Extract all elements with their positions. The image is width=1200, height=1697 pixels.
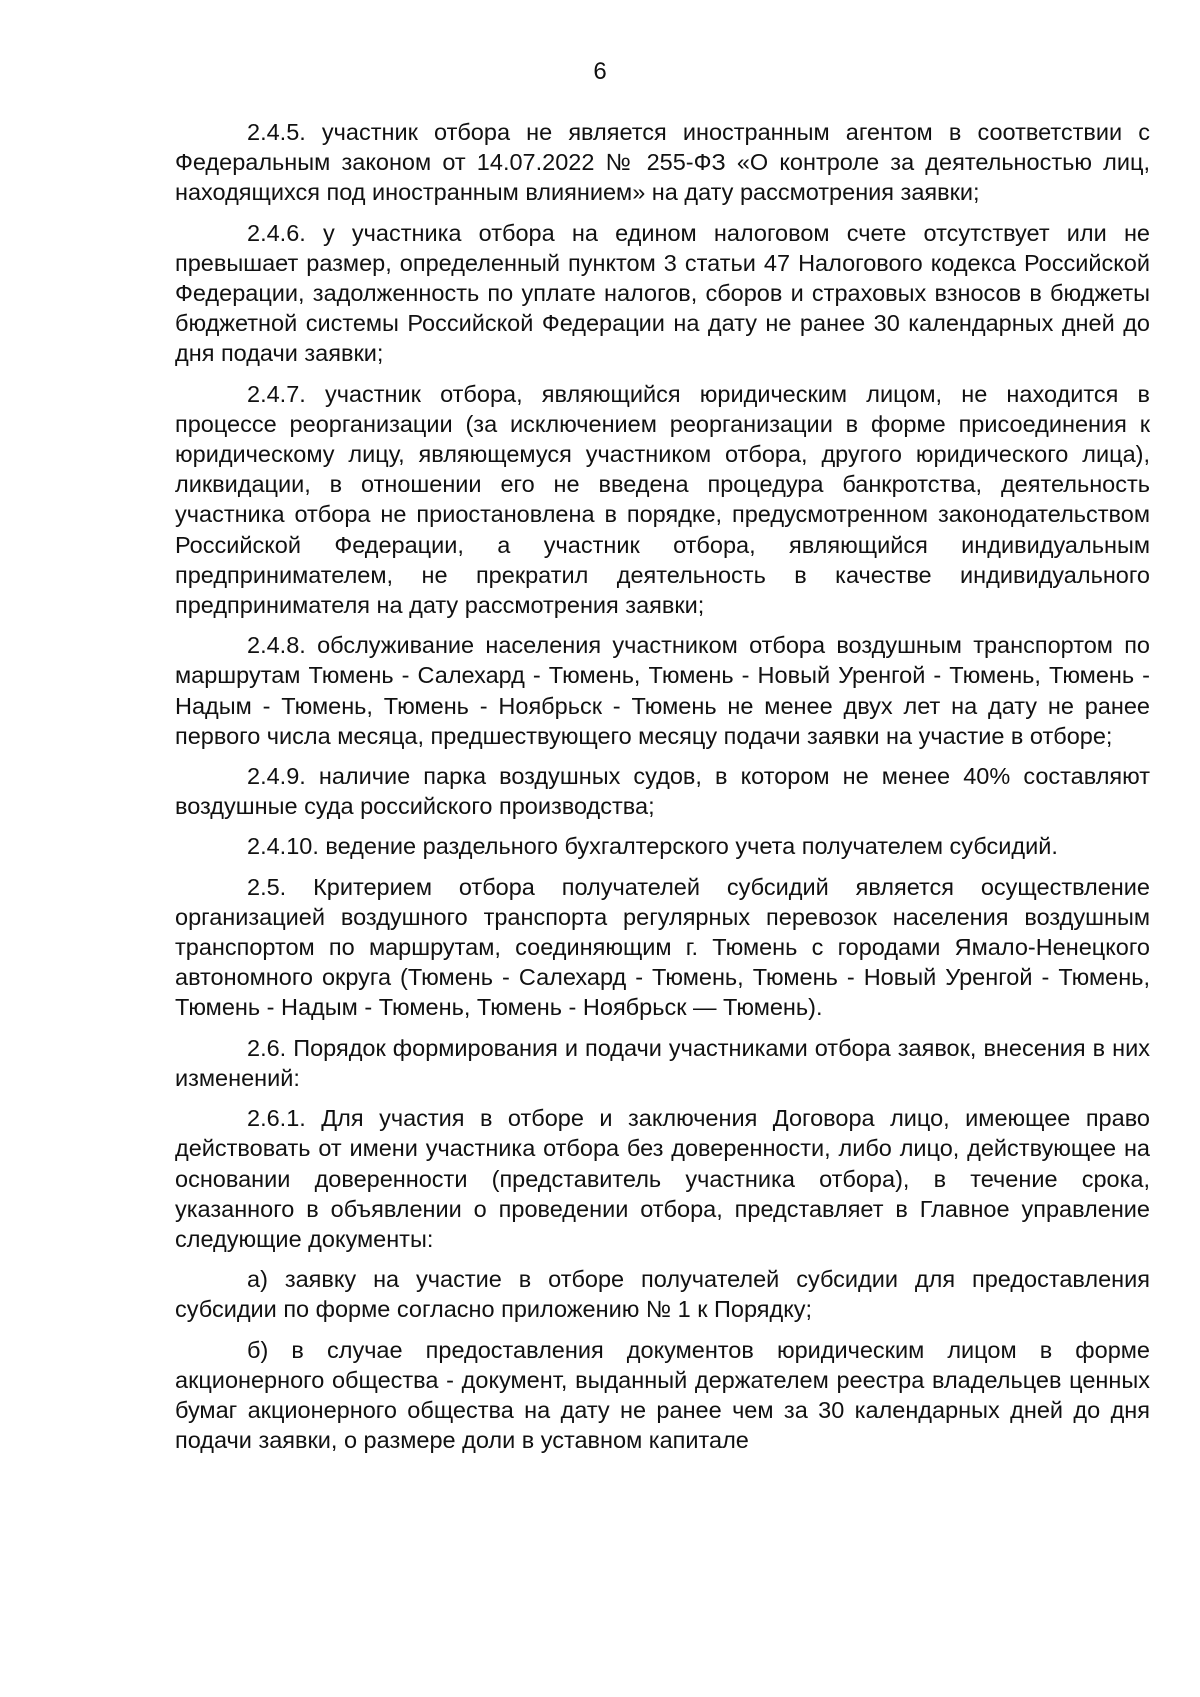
paragraph-item-b: б) в случае предоставления документов юридическим лицом в форме акционерного общества - документ, выданный держателем реестра владельцев ценных бумаг акционерного общества на дату не ранее чем за 30 календарных дней до дня подачи заявки, о размере доли в уставном капитале [175, 1336, 1150, 1454]
paragraph-2-4-7: 2.4.7. участник отбора, являющийся юридическим лицом, не находится в процессе реорганизации (за исключением реорганизации в форме присоединения к юридическому лицу, являющемуся участником отбора, другого юридического лица), ликвидации, в отношении его не введена процедура банкротства, деятельность участника отбора не приостановлена в порядке, предусмотренном законодательством Российской Федерации, а участник отбора, являющийся индивидуальным предпринимателем, не прекратил деятельность в качестве индивидуального предпринимателя на дату рассмотрения заявки; [175, 380, 1150, 619]
paragraph-2-6: 2.6. Порядок формирования и подачи участниками отбора заявок, внесения в них изменений: [175, 1034, 1150, 1091]
paragraph-2-4-10: 2.4.10. ведение раздельного бухгалтерского учета получателем субсидий. [247, 833, 1058, 860]
paragraph-2-4-8: 2.4.8. обслуживание населения участником отбора воздушным транспортом по маршрутам Тюмень - Салехард - Тюмень, Тюмень - Новый Уренгой - Тюмень, Тюмень - Надым - Тюмень, Тюмень - Ноябрьск - Тюмень не менее двух лет на дату не ранее первого числа месяца, предшествующего месяцу подачи заявки на участие в отборе; [175, 632, 1150, 749]
paragraph-2-4-6: 2.4.6. у участника отбора на едином налоговом счете отсутствует или не превышает размер, определенный пунктом 3 статьи 47 Налогового кодекса Российской Федерации, задолженность по уплате налогов, сборов и страховых взносов в бюджеты бюджетной системы Российской Федерации на дату не ранее 30 календарных дней до дня подачи заявки; [175, 219, 1150, 367]
paragraph-2-5: 2.5. Критерием отбора получателей субсидий является осуществление организацией воздушного транспорта регулярных перевозок населения воздушным транспортом по маршрутам, соединяющим г. Тюмень с городами Ямало-Ненецкого автономного округа (Тюмень - Салехард - Тюмень, Тюмень - Новый Уренгой - Тюмень, Тюмень - Надым - Тюмень, Тюмень - Ноябрьск — Тюмень). [175, 873, 1150, 1021]
paragraph-2-6-1: 2.6.1. Для участия в отборе и заключения Договора лицо, имеющее право действовать от имени участника отбора без доверенности, либо лицо, действующее на основании доверенности (представитель участника отбора), в течение срока, указанного в объявлении о проведении отбора, представляет в Главное управление следующие документы: [175, 1105, 1150, 1252]
paragraph-2-4-5: 2.4.5. участник отбора не является иностранным агентом в соответствии с Федеральным законом от 14.07.2022 № 255-ФЗ «О контроле за деятельностью лиц, находящихся под иностранным влиянием» на дату рассмотрения заявки; [175, 119, 1150, 206]
document-body [175, 117, 1150, 1465]
page-number: 6 [593, 58, 607, 85]
paragraph-item-a: а) заявку на участие в отборе получателей субсидии для предоставления субсидии по форме согласно приложению № 1 к Порядку; [175, 1266, 1150, 1323]
paragraph-2-4-9: 2.4.9. наличие парка воздушных судов, в котором не менее 40% составляют воздушные суда российского производства; [175, 763, 1150, 820]
